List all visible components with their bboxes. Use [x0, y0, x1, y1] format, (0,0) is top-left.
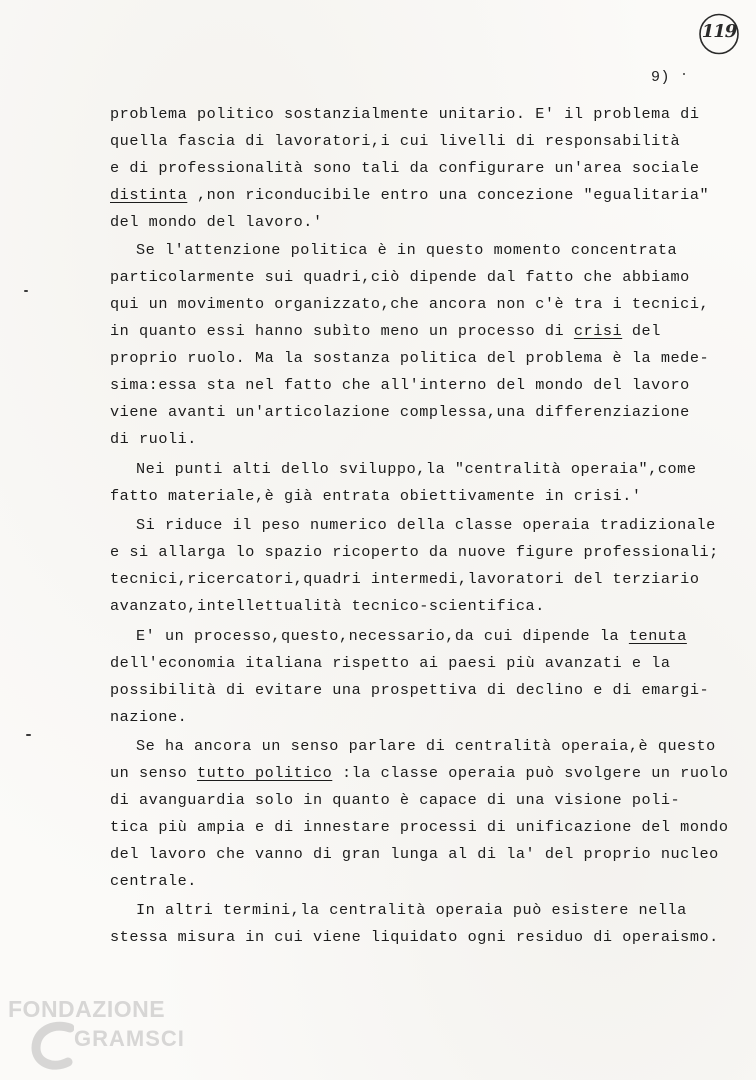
text-line: nazione.	[110, 708, 188, 726]
text-line: viene avanti un'articolazione complessa,una differenziazione	[110, 403, 690, 421]
margin-mark	[26, 734, 31, 736]
text-line: Nei punti alti dello sviluppo,la "centralità operaia",come	[136, 460, 697, 478]
text-line	[110, 763, 729, 783]
text-line: fatto materiale,è già entrata obiettivamente in crisi.'	[110, 487, 642, 505]
underlined-word: distinta	[110, 186, 188, 204]
text-line: tecnici,ricercatori,quadri intermedi,lavoratori del terziario	[110, 570, 700, 588]
watermark-line2: GRAMSCI	[74, 1026, 185, 1051]
text-line: Se l'attenzione politica è in questo momento concentrata	[136, 241, 678, 259]
text-segment: in quanto essi hanno subìto meno un processo di	[110, 322, 574, 340]
underlined-phrase: tutto politico	[196, 764, 333, 782]
text-segment: :la classe operaia può svolgere un ruolo	[332, 764, 729, 782]
text-line	[136, 626, 687, 646]
underlined-word: tenuta	[628, 627, 687, 645]
text-line: Se ha ancora un senso parlare di centralità operaia,è questo	[136, 737, 716, 755]
text-segment: un senso	[110, 764, 197, 782]
text-line: centrale.	[110, 872, 197, 890]
text-line: qui un movimento organizzato,che ancora non c'è tra i tecnici,	[110, 295, 710, 313]
text-line	[110, 321, 661, 341]
text-line	[110, 185, 709, 205]
margin-mark	[683, 73, 685, 75]
text-line: stessa misura in cui viene liquidato ogni residuo di operaismo.	[110, 928, 719, 946]
text-line: di avanguardia solo in quanto è capace di una visione poli-	[110, 791, 681, 809]
text-line: dell'economia italiana rispetto ai paesi più avanzati e la	[110, 654, 671, 672]
text-line: quella fascia di lavoratori,i cui livelli di responsabilità	[110, 132, 681, 150]
text-segment: E' un processo,questo,necessario,da cui dipende la	[136, 627, 629, 645]
text-line: proprio ruolo. Ma la sostanza politica del problema è la mede-	[110, 349, 710, 367]
text-line: Si riduce il peso numerico della classe operaia tradizionale	[136, 516, 716, 534]
text-segment: del	[622, 322, 661, 340]
text-segment: ,non riconducibile entro una concezione "egualitaria"	[187, 186, 710, 204]
text-line: del lavoro che vanno di gran lunga al di la' del proprio nucleo	[110, 845, 719, 863]
text-line: tica più ampia e di innestare processi di unificazione del mondo	[110, 818, 729, 836]
page-number: 9)	[651, 69, 671, 86]
margin-mark	[24, 290, 28, 292]
watermark	[2, 994, 192, 1076]
watermark-line1: FONDAZIONE	[8, 996, 166, 1022]
text-line: del mondo del lavoro.'	[110, 213, 323, 231]
text-line: possibilità di evitare una prospettiva di declino e di emargi-	[110, 681, 710, 699]
underlined-word: crisi	[573, 322, 623, 340]
text-line: e si allarga lo spazio ricoperto da nuove figure professionali;	[110, 543, 719, 561]
text-line: avanzato,intellettualità tecnico-scientifica.	[110, 597, 545, 615]
text-line: problema politico sostanzialmente unitario. E' il problema di	[110, 105, 700, 123]
folio-number: 119	[701, 21, 737, 42]
foundation-logo-icon	[30, 1020, 74, 1070]
text-line: e di professionalità sono tali da configurare un'area sociale	[110, 159, 700, 177]
text-line: In altri termini,la centralità operaia può esistere nella	[136, 901, 687, 919]
text-line: sima:essa sta nel fatto che all'interno del mondo del lavoro	[110, 376, 690, 394]
text-line: particolarmente sui quadri,ciò dipende dal fatto che abbiamo	[110, 268, 690, 286]
text-line: di ruoli.	[110, 430, 197, 448]
